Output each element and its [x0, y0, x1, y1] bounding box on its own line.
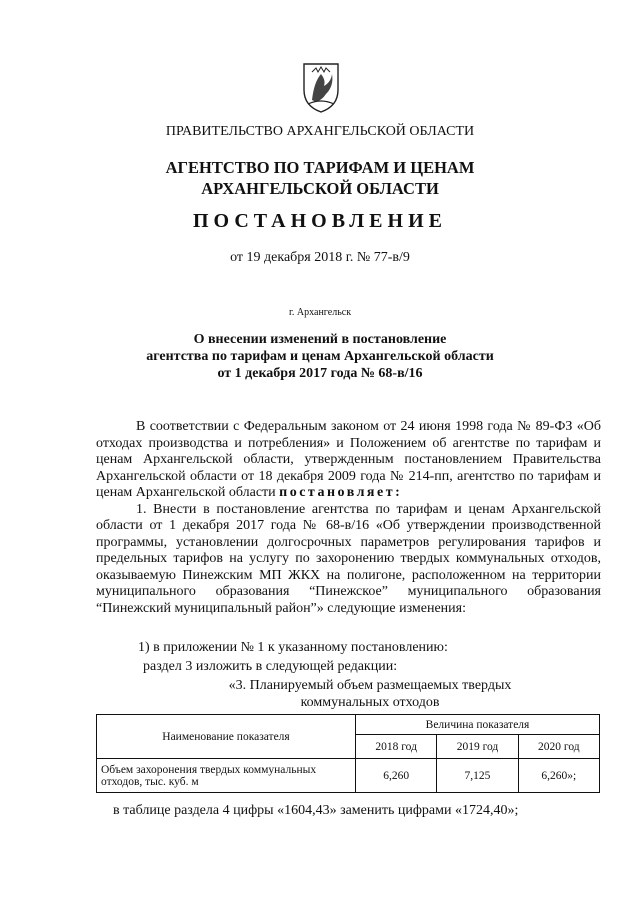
subject-line3: от 1 декабря 2017 года № 68-в/16: [217, 366, 423, 381]
table-amendment-line: в таблице раздела 4 цифры «1604,43» заменить цифрами «1724,40»;: [113, 803, 519, 818]
document-subject: [0, 331, 640, 382]
subject-line2: агентства по тарифам и ценам Архангельской области: [146, 349, 494, 364]
table-value-2019: 7,125: [437, 759, 518, 793]
table-header-row: [97, 715, 600, 735]
decree-word: постановляет:: [279, 485, 403, 500]
table-value-2020: 6,260»;: [518, 759, 599, 793]
table-header-value: Величина показателя: [356, 715, 600, 735]
table-year-2018: 2018 год: [356, 735, 437, 759]
preamble-text: В соответствии с Федеральным законом от 24 июня 1998 года № 89-ФЗ «Об отходах производства и потребления» и Положением об агентстве по тарифам и ценам Архангельской области, утвержденным постановлением Правительства Архангельской области от 18 декабря 2009 года № 214-пп, агентство по тарифам и ценам Архангельской области: [96, 419, 601, 500]
waste-volume-table: [96, 714, 600, 793]
agency-name: [0, 157, 640, 199]
point-1-paragraph: 1. Внести в постановление агентства по тарифам и ценам Архангельской области от 1 декабря 2017 года № 68-в/16 «Об утверждении производственной программы, установлении долгосрочных параметров регулирования тарифов и предельных тарифов на услугу по захоронению твердых коммунальных отходов, оказываемую Пинежским МП ЖКХ на полигоне, расположенном на территории муниципального образования “Пинежское” муниципального образования “Пинежский муниципальный район”» следующие изменения:: [96, 501, 601, 616]
subpoint-1: 1) в приложении № 1 к указанному постановлению:: [138, 640, 448, 655]
agency-name-line2: АРХАНГЕЛЬСКОЙ ОБЛАСТИ: [201, 179, 439, 198]
subpoint-section-instruction: раздел 3 изложить в следующей редакции:: [143, 659, 398, 674]
city-name: г. Архангельск: [288, 307, 352, 318]
government-name: ПРАВИТЕЛЬСТВО АРХАНГЕЛЬСКОЙ ОБЛАСТИ: [165, 124, 475, 139]
agency-name-line1: АГЕНТСТВО ПО ТАРИФАМ И ЦЕНАМ: [165, 158, 475, 177]
preamble-paragraph: [96, 419, 601, 502]
table-year-2020: 2020 год: [518, 735, 599, 759]
table-value-2018: 6,260: [356, 759, 437, 793]
table-row-label: Объем захоронения твердых коммунальных отходов, тыс. куб. м: [97, 759, 356, 793]
section-title-line1: «3. Планируемый объем размещаемых твердых: [228, 678, 512, 693]
body-text: [96, 419, 601, 617]
table-header-name: Наименование показателя: [97, 715, 356, 759]
document-type-title: ПОСТАНОВЛЕНИЕ: [193, 210, 447, 232]
table-row: [97, 759, 600, 793]
subject-line1: О внесении изменений в постановление: [193, 332, 447, 347]
coat-of-arms-emblem: [298, 60, 344, 114]
section-title-line2: коммунальных отходов: [300, 695, 440, 710]
date-number: от 19 декабря 2018 г. № 77-в/9: [230, 250, 410, 265]
table-year-2019: 2019 год: [437, 735, 518, 759]
